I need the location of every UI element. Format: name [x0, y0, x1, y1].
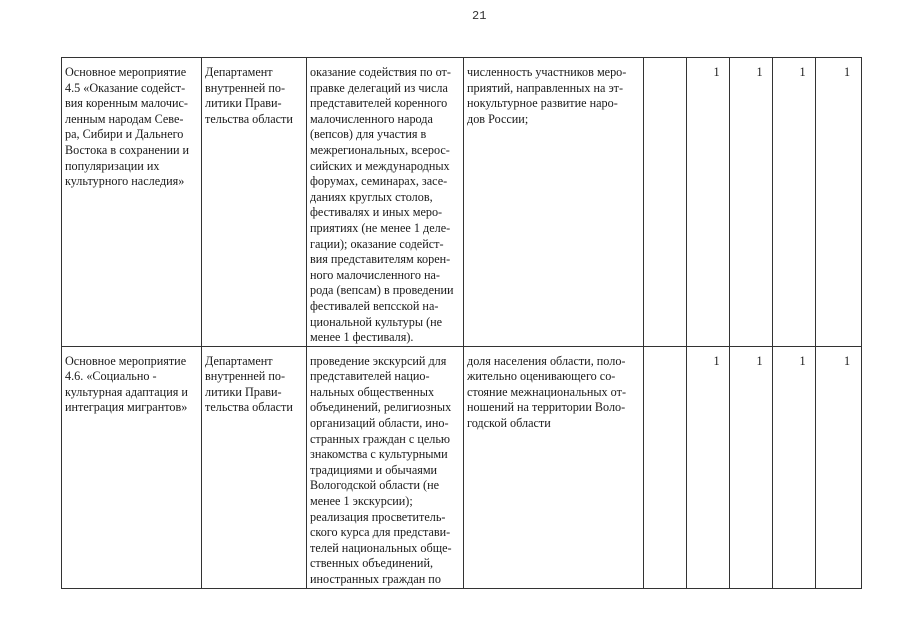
empty-cell	[644, 58, 687, 347]
activity-cell: оказание содействия по от- правке делегаций из числа представителей коренного малочисленного народа (вепсов) для участия в межрегиональных, всерос- сийских и международных форумах, семинарах, засе- даниях круглых столов, фестивалях и иных меро- приятиях (не менее 1 деле- гации); оказание содейст- вия представителям корен- ного малочисленного на- рода (вепсам) в проведении фестивалей вепсской на- циональной культуры (не менее 1 фестиваля).	[307, 58, 464, 347]
value-cell: 1	[730, 58, 773, 347]
page-number: 21	[472, 9, 487, 23]
measure-cell: Основное мероприятие 4.5 «Оказание содейст- вия коренным малочис- ленным народам Севе- ра, Сибири и Дальнего Востока в сохранении и популяризации их культурного наследия»	[62, 58, 202, 347]
value-cell: 1	[730, 346, 773, 588]
indicator-cell: доля населения области, поло- жительно оценивающего со- стояние межнациональных от- ношений на территории Воло- годской области	[464, 346, 644, 588]
value-cell: 1	[773, 346, 816, 588]
table-row	[62, 58, 862, 347]
value-cell: 1	[687, 346, 730, 588]
value-cell: 1	[687, 58, 730, 347]
value-cell: 1	[816, 346, 862, 588]
executor-cell: Департамент внутренней по- литики Прави- тельства области	[202, 346, 307, 588]
activities-table	[61, 57, 862, 589]
executor-cell: Департамент внутренней по- литики Прави- тельства области	[202, 58, 307, 347]
value-cell: 1	[816, 58, 862, 347]
table-row	[62, 346, 862, 588]
indicator-cell: численность участников меро- приятий, направленных на эт- нокультурное развитие наро- дов России;	[464, 58, 644, 347]
activity-cell: проведение экскурсий для представителей нацио- нальных общественных объединений, религиозных организаций области, ино- странных граждан с целью знакомства с культурными традициями и обычаями Вологодской области (не менее 1 экскурсии); реализация просветитель- ского курса для представи- телей национальных обще- ственных объединений, иностранных граждан по	[307, 346, 464, 588]
measure-cell: Основное мероприятие 4.6. «Социально - культурная адаптация и интеграция мигрантов»	[62, 346, 202, 588]
value-cell: 1	[773, 58, 816, 347]
empty-cell	[644, 346, 687, 588]
